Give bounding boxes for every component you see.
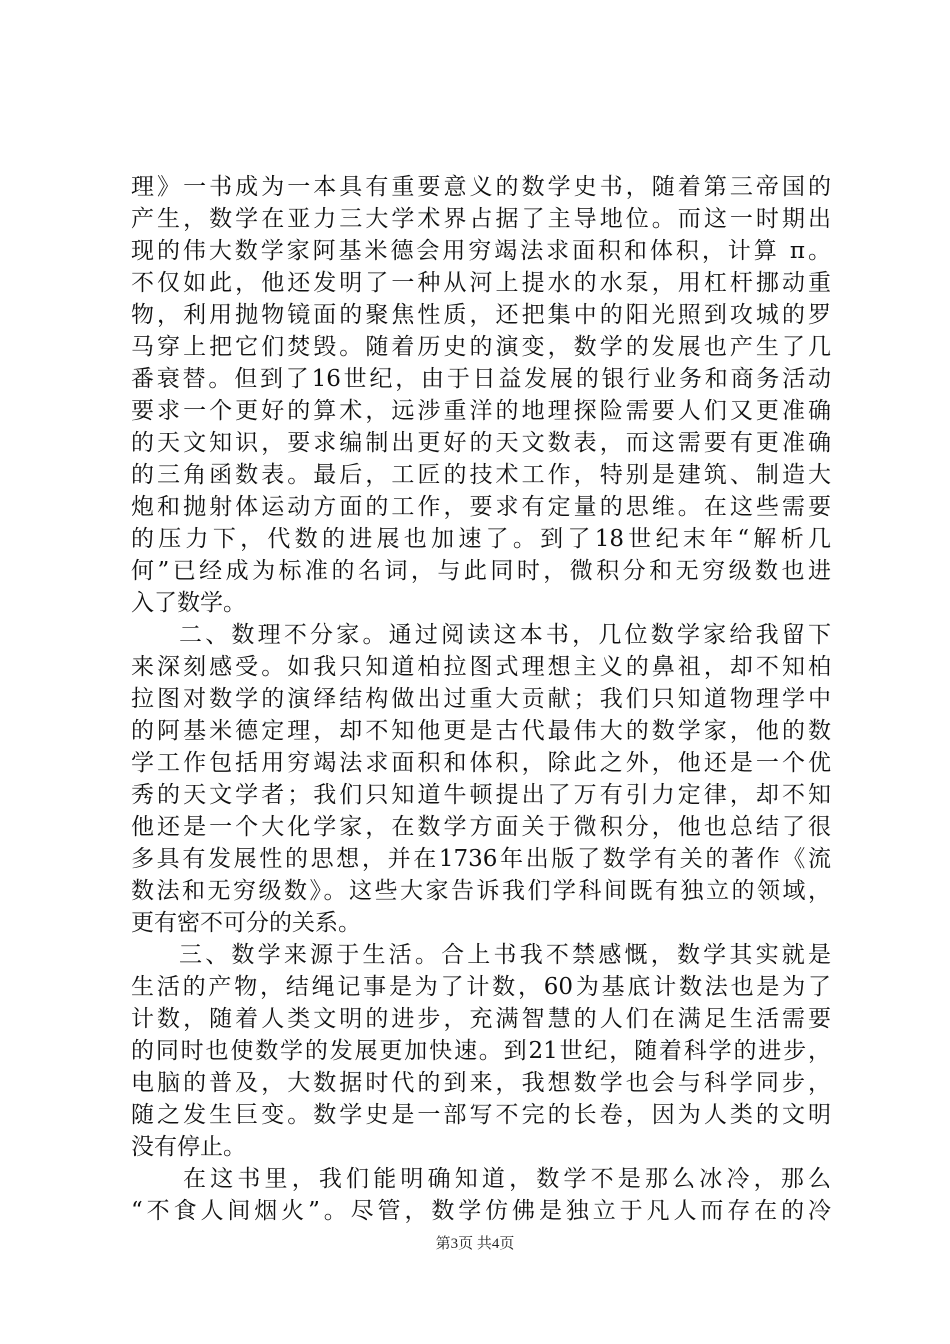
text-line: 他还是一个大化学家，在数学方面关于微积分，他也总结了很 [131, 814, 831, 840]
text-line: 炮和抛射体运动方面的工作，要求有定量的思维。在这些需要 [131, 494, 831, 520]
text-line: 要求一个更好的算术，远涉重洋的地理探险需要人们又更准确 [131, 398, 831, 424]
text-line: 物，利用抛物镜面的聚焦性质，还把集中的阳光照到攻城的罗 [131, 302, 831, 328]
text-line: 生活的产物，结绳记事是为了计数，60为基底计数法也是为了 [131, 974, 831, 1000]
text-line: 的压力下，代数的进展也加速了。到了18世纪末年“解析几 [131, 526, 831, 552]
paragraph-first-line: 三、数学来源于生活。合上书我不禁感慨，数学其实就是 [179, 942, 831, 968]
text-line: 理》一书成为一本具有重要意义的数学史书，随着第三帝国的 [131, 174, 831, 200]
paragraph-first-line: 二、数理不分家。通过阅读这本书，几位数学家给我留下 [179, 622, 831, 648]
text-line: 计数，随着人类文明的进步，充满智慧的人们在满足生活需要 [131, 1006, 831, 1032]
text-line: 的三角函数表。最后，工匠的技术工作，特别是建筑、制造大 [131, 462, 831, 488]
text-line: 拉图对数学的演绎结构做出过重大贡献；我们只知道物理学中 [131, 686, 831, 712]
text-line: 随之发生巨变。数学史是一部写不完的长卷，因为人类的文明 [131, 1102, 831, 1128]
page-footer: 第3页 共4页 [435, 1236, 515, 1252]
text-line: 入了数学。 [131, 590, 246, 616]
text-line: 来深刻感受。如我只知道柏拉图式理想主义的鼻祖，却不知柏 [131, 654, 831, 680]
text-line: 没有停止。 [131, 1134, 246, 1160]
text-line: 秀的天文学者；我们只知道牛顿提出了万有引力定律，却不知 [131, 782, 831, 808]
text-line: 马穿上把它们焚毁。随着历史的演变，数学的发展也产生了几 [131, 334, 831, 360]
paragraph-first-line: 在这书里，我们能明确知道，数学不是那么冰冷，那么 [183, 1166, 831, 1192]
text-line: 电脑的普及，大数据时代的到来，我想数学也会与科学同步， [131, 1070, 831, 1096]
text-line: 产生，数学在亚力三大学术界占据了主导地位。而这一时期出 [131, 206, 831, 232]
text-line: 数法和无穷级数》。这些大家告诉我们学科间既有独立的领域， [131, 878, 831, 904]
document-body [131, 171, 831, 1227]
text-line: 何”已经成为标准的名词，与此同时，微积分和无穷级数也进 [131, 558, 831, 584]
text-line: 现的伟大数学家阿基米德会用穷竭法求面积和体积，计算 π。 [131, 238, 831, 264]
text-line: 不仅如此，他还发明了一种从河上提水的水泵，用杠杆挪动重 [131, 270, 831, 296]
text-line: 番衰替。但到了16世纪，由于日益发展的银行业务和商务活动 [131, 366, 831, 392]
text-line: 学工作包括用穷竭法求面积和体积，除此之外，他还是一个优 [131, 750, 831, 776]
text-line: 的同时也使数学的发展更加快速。到21世纪，随着科学的进步， [131, 1038, 831, 1064]
text-line: 多具有发展性的思想，并在1736年出版了数学有关的著作《流 [131, 846, 831, 872]
text-line: 更有密不可分的关系。 [131, 910, 361, 936]
text-line: “不食人间烟火”。尽管，数学仿佛是独立于凡人而存在的冷 [131, 1198, 831, 1224]
text-line: 的阿基米德定理，却不知他更是古代最伟大的数学家，他的数 [131, 718, 831, 744]
text-line: 的天文知识，要求编制出更好的天文数表，而这需要有更准确 [131, 430, 831, 456]
